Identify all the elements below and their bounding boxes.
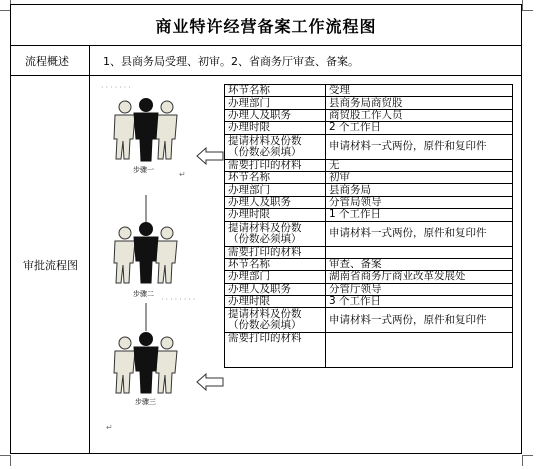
field-value: [326, 333, 513, 368]
field-value: 商贸股工作人员: [326, 109, 513, 121]
table-row: [225, 296, 513, 308]
field-value: 县商务局: [326, 184, 513, 196]
table-row: [225, 122, 513, 134]
dotted-line: ·······: [101, 83, 133, 92]
row-divider: [11, 75, 521, 76]
people-figure-step-3: [103, 303, 195, 395]
steps-table: [224, 84, 513, 368]
field-value: 审查、备案: [326, 258, 513, 270]
field-label: 需要打印的材料: [225, 333, 326, 368]
field-label: 提请材料及份数（份数必须填）: [225, 308, 326, 333]
table-row: [225, 258, 513, 270]
crop-mark-bottom-right: [522, 455, 533, 466]
field-value: [326, 246, 513, 258]
person-center-highlight: [134, 99, 158, 162]
table-row: [225, 308, 513, 333]
row-divider: [11, 45, 521, 46]
table-row: [225, 221, 513, 246]
overview-label: 流程概述: [25, 55, 69, 68]
field-label: 办理部门: [225, 184, 326, 196]
person-left: [114, 101, 135, 159]
table-row: [225, 196, 513, 208]
step-1-caption: 步骤一: [133, 166, 154, 174]
step-2-caption: 步骤二: [133, 290, 154, 298]
field-value: 3 个工作日: [326, 296, 513, 308]
field-value: 分管厅领导: [326, 283, 513, 295]
field-value: 县商务局商贸股: [326, 97, 513, 109]
table-row: [225, 134, 513, 159]
field-label: 提请材料及份数（份数必须填）: [225, 221, 326, 246]
field-value: 受理: [326, 85, 513, 97]
person-right: [156, 101, 177, 159]
table-row: [225, 209, 513, 221]
people-figure-step-1: [103, 95, 195, 163]
field-value: 1 个工作日: [326, 209, 513, 221]
field-label: 需要打印的材料: [225, 246, 326, 258]
crop-mark-bottom-left: [0, 455, 11, 466]
table-row: [225, 85, 513, 97]
table-row: [225, 97, 513, 109]
column-divider: [89, 45, 90, 454]
flowchart-document-table: [10, 4, 522, 454]
field-label: 需要打印的材料: [225, 159, 326, 171]
field-value: 申请材料一式两份，原件和复印件: [326, 221, 513, 246]
field-label: 办理部门: [225, 271, 326, 283]
field-label: 提请材料及份数（份数必须填）: [225, 134, 326, 159]
step-3-caption: 步骤三: [135, 398, 156, 406]
paragraph-mark: ↵: [106, 423, 113, 432]
table-row: [225, 333, 513, 368]
overview-text: 1、县商务局受理、初审。2、省商务厅审查、备案。: [103, 55, 359, 68]
field-value: 无: [326, 159, 513, 171]
left-arrow-icon: [196, 373, 224, 391]
document-title: 商业特许经营备案工作流程图: [155, 16, 377, 36]
table-row: [225, 246, 513, 258]
paragraph-mark: ↵: [179, 170, 186, 179]
field-label: 办理人及职务: [225, 283, 326, 295]
field-value: 申请材料一式两份，原件和复印件: [326, 308, 513, 333]
field-label: 环节名称: [225, 171, 326, 183]
field-label: 环节名称: [225, 85, 326, 97]
field-label: 办理时限: [225, 296, 326, 308]
field-label: 办理部门: [225, 97, 326, 109]
field-value: 初审: [326, 171, 513, 183]
field-label: 环节名称: [225, 258, 326, 270]
field-value: 申请材料一式两份，原件和复印件: [326, 134, 513, 159]
field-value: 湖南省商务厅商业改革发展处: [326, 271, 513, 283]
field-label: 办理人及职务: [225, 196, 326, 208]
left-arrow-icon: [196, 147, 224, 165]
table-row: [225, 271, 513, 283]
table-row: [225, 109, 513, 121]
people-figure-step-2: [103, 195, 195, 285]
field-value: 分管局领导: [326, 196, 513, 208]
table-row: [225, 184, 513, 196]
table-row: [225, 159, 513, 171]
table-row: [225, 283, 513, 295]
field-value: 2 个工作日: [326, 122, 513, 134]
dotted-line: ········: [161, 295, 198, 304]
table-row: [225, 171, 513, 183]
process-label: 审批流程图: [23, 259, 78, 272]
field-label: 办理时限: [225, 122, 326, 134]
field-label: 办理时限: [225, 209, 326, 221]
crop-mark-top-right: [522, 0, 533, 11]
field-label: 办理人及职务: [225, 109, 326, 121]
